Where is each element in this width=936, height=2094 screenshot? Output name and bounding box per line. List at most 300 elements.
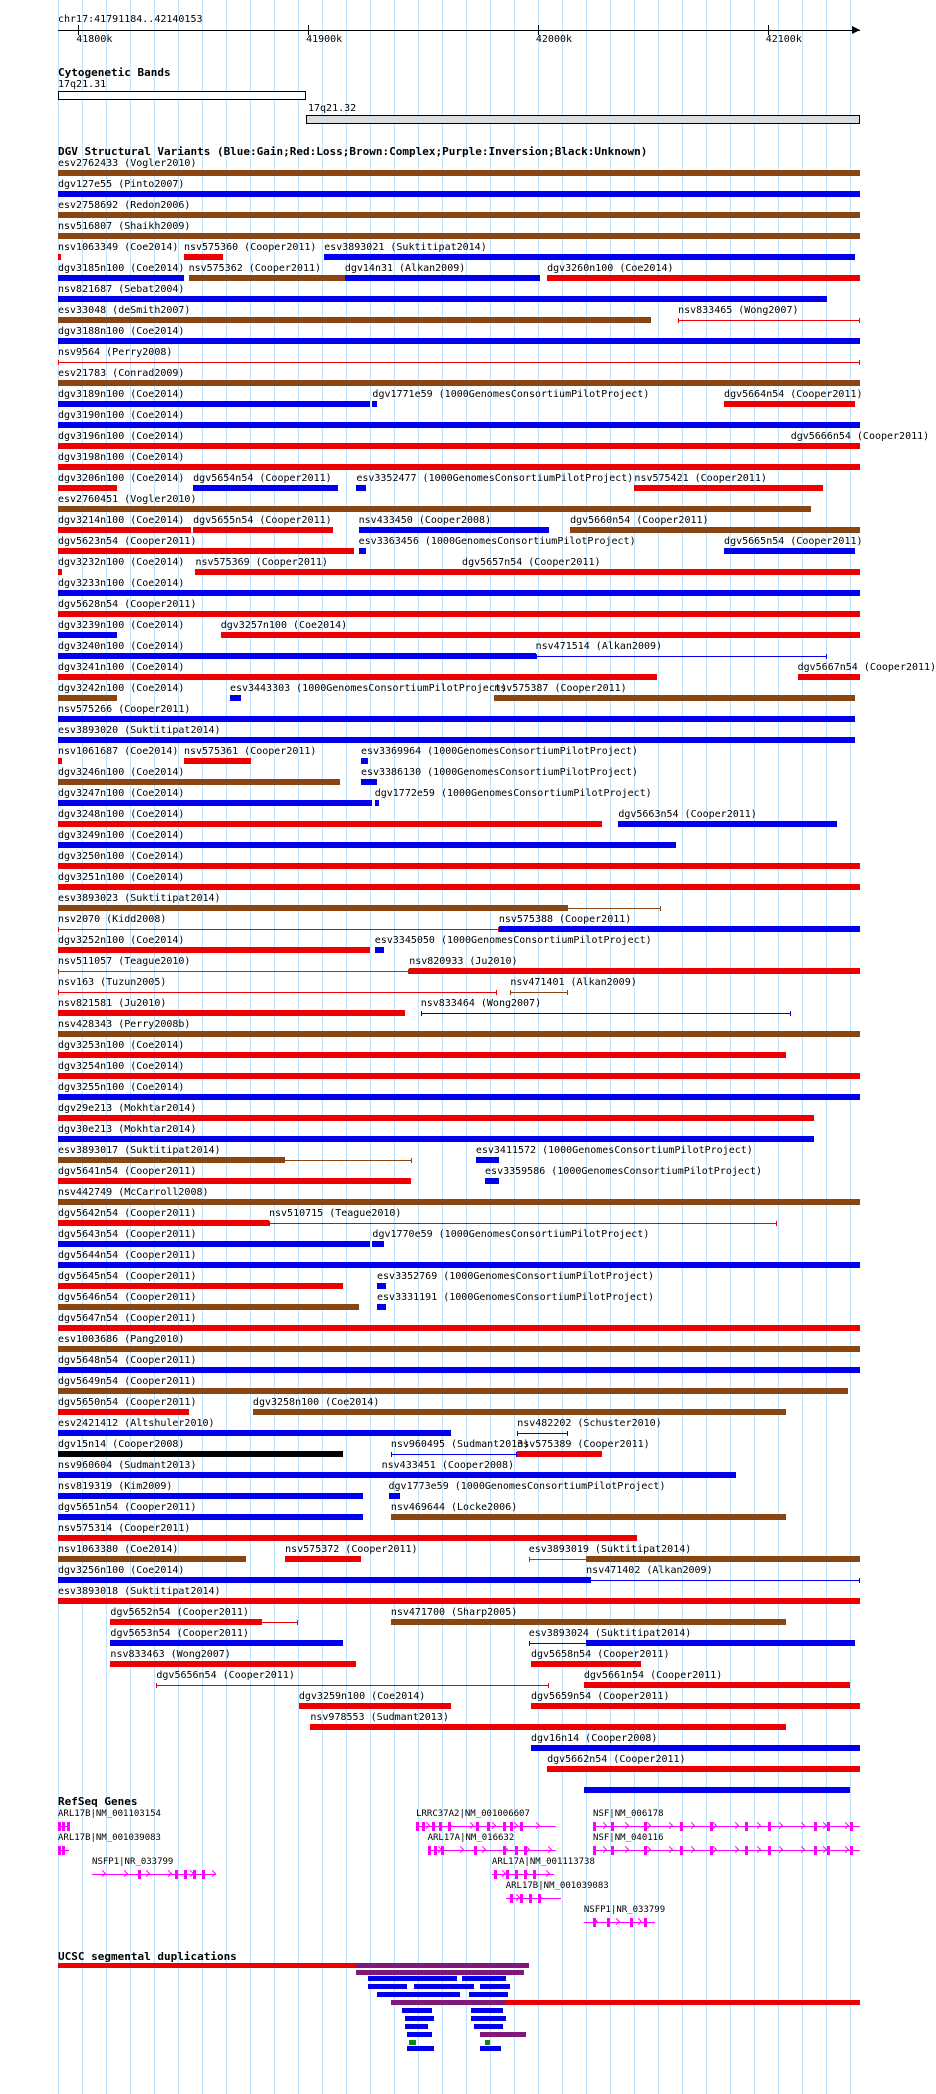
dgv-feature-label: nsv819319 (Kim2009) [58,1481,173,1492]
dgv-feature-bar[interactable] [58,1241,370,1247]
dgv-feature-tick [517,1431,518,1436]
dgv-feature-bar[interactable] [361,758,368,764]
dgv-feature-label: dgv5654n54 (Cooper2011) [193,473,332,484]
dgv-feature-label: esv3893017 (Suktitipat2014) [58,1145,221,1156]
segdup-bar[interactable] [474,2024,504,2029]
dgv-feature-label: nsv821581 (Ju2010) [58,998,167,1009]
dgv-feature-bar[interactable] [58,1325,860,1331]
dgv-feature-label: esv3893023 (Suktitipat2014) [58,893,221,904]
dgv-feature-bar[interactable] [531,1661,641,1667]
dgv-feature-bar[interactable] [58,1367,860,1373]
dgv-feature-bar[interactable] [570,527,860,533]
region-label: chr17:41791184..42140153 [58,14,203,25]
refseq-exon [441,1846,444,1855]
dgv-feature-label: esv33048 (deSmith2007) [58,305,191,316]
dgv-feature-line[interactable] [156,1685,549,1686]
dgv-feature-bar[interactable] [58,338,860,344]
dgv-feature-label: nsv575314 (Cooper2011) [58,1523,191,1534]
dgv-feature-tick [859,318,860,323]
refseq-exon [202,1870,205,1879]
dgv-feature-label: dgv3242n100 (Coe2014) [58,683,185,694]
dgv-feature-bar[interactable] [377,1283,386,1289]
grid-line [226,0,227,2094]
dgv-feature-bar[interactable] [531,1703,860,1709]
dgv-feature-bar[interactable] [58,1430,451,1436]
dgv-feature-label: dgv3240n100 (Coe2014) [58,641,185,652]
dgv-feature-bar[interactable] [184,758,251,764]
segdup-bar[interactable] [368,1976,458,1981]
dgv-feature-bar[interactable] [375,800,380,806]
dgv-feature-bar[interactable] [58,443,860,449]
dgv-feature-bar[interactable] [377,1304,386,1310]
dgv-feature-bar[interactable] [494,695,855,701]
dgv-feature-bar[interactable] [382,1472,736,1478]
dgv-feature-bar[interactable] [58,1178,411,1184]
refseq-exon [515,1846,518,1855]
dgv-feature-bar[interactable] [391,1514,786,1520]
dgv-feature-line[interactable] [421,1013,791,1014]
dgv-feature-bar[interactable] [58,485,117,491]
dgv-feature-line[interactable] [58,971,409,972]
dgv-feature-bar[interactable] [110,1619,262,1625]
strand-chevron-icon [688,1822,695,1829]
dgv-feature-label: dgv5647n54 (Cooper2011) [58,1313,197,1324]
dgv-feature-bar[interactable] [58,275,184,281]
dgv-feature-bar[interactable] [724,548,855,554]
dgv-feature-bar[interactable] [58,1451,343,1457]
dgv-feature-bar[interactable] [58,527,191,533]
dgv-feature-bar[interactable] [193,485,338,491]
dgv-feature-label: esv2421412 (Altshuler2010) [58,1418,215,1429]
refseq-exon [184,1870,187,1879]
dgv-feature-bar[interactable] [230,695,241,701]
ruler-axis [58,30,860,31]
dgv-feature-label: nsv575372 (Cooper2011) [285,1544,418,1555]
dgv-feature-line[interactable] [58,992,497,993]
refseq-exon [474,1846,477,1855]
cytoband-bar[interactable] [306,115,860,124]
dgv-feature-tick [548,1683,549,1688]
dgv-feature-bar[interactable] [58,674,657,680]
refseq-exon [510,1894,513,1903]
dgv-feature-label: dgv3214n100 (Coe2014) [58,515,185,526]
grid-line [250,0,251,2094]
segdup-bar[interactable] [471,2008,503,2013]
dgv-feature-bar[interactable] [58,1493,363,1499]
strand-chevron-icon [666,1822,673,1829]
dgv-feature-bar[interactable] [618,821,836,827]
dgv-feature-bar[interactable] [184,254,223,260]
refseq-exon [680,1846,683,1855]
dgv-feature-bar[interactable] [58,611,860,617]
dgv-feature-line [262,1622,296,1623]
dgv-feature-bar[interactable] [58,779,340,785]
dgv-feature-label: dgv5653n54 (Cooper2011) [110,1628,249,1639]
segdup-bar[interactable] [469,1992,508,1997]
dgv-feature-tick [678,318,679,323]
dgv-feature-bar[interactable] [58,632,117,638]
dgv-feature-bar[interactable] [58,737,855,743]
dgv-feature-bar[interactable] [58,905,568,911]
dgv-feature-bar[interactable] [58,1283,343,1289]
dgv-feature-label: dgv5658n54 (Cooper2011) [531,1649,670,1660]
dgv-feature-bar[interactable] [110,1661,356,1667]
dgv-feature-label: dgv3254n100 (Coe2014) [58,1061,185,1072]
dgv-feature-bar[interactable] [58,296,827,302]
dgv-feature-label: dgv5657n54 (Cooper2011) [462,557,601,568]
dgv-feature-label: dgv3206n100 (Coe2014) [58,473,185,484]
ruler-tick-label: 41800k [76,34,113,45]
grid-line [442,0,443,2094]
dgv-feature-bar[interactable] [58,1262,860,1268]
dgv-feature-label: nsv575389 (Cooper2011) [517,1439,650,1450]
grid-line [514,0,515,2094]
dgv-feature-bar[interactable] [375,947,384,953]
dgv-feature-label: dgv3256n100 (Coe2014) [58,1565,185,1576]
dgv-feature-tick [58,969,59,974]
dgv-feature-bar[interactable] [798,674,860,680]
dgv-feature-label: nsv1063349 (Coe2014) [58,242,179,253]
ruler-tick-label: 41900k [306,34,343,45]
dgv-feature-bar[interactable] [476,1157,499,1163]
dgv-feature-bar[interactable] [517,1451,602,1457]
dgv-feature-line[interactable] [536,656,828,657]
refseq-exon [745,1846,748,1855]
refseq-exon [814,1822,817,1831]
dgv-feature-label: dgv3241n100 (Coe2014) [58,662,185,673]
dgv-track-title: DGV Structural Variants (Blue:Gain;Red:Loss;Brown:Complex;Purple:Inversion;Black:Unknown) [58,145,648,158]
segdup-bar[interactable] [58,1963,356,1968]
refseq-gene-label: NSFP1|NR_033799 [583,1905,666,1915]
segdup-bar[interactable] [391,2000,508,2005]
dgv-feature-bar[interactable] [58,317,651,323]
dgv-feature-label: nsv575388 (Cooper2011) [498,914,632,925]
dgv-feature-bar[interactable] [58,590,860,596]
dgv-feature-bar[interactable] [58,1052,786,1058]
grid-line [322,0,323,2094]
dgv-feature-line[interactable] [517,1433,568,1434]
dgv-feature-tick [529,1641,530,1646]
dgv-feature-bar[interactable] [58,569,62,575]
dgv-feature-bar[interactable] [485,1178,499,1184]
dgv-feature-label: dgv5659n54 (Cooper2011) [531,1691,670,1702]
dgv-feature-label: nsv2070 (Kidd2008) [58,914,167,925]
grid-line [634,0,635,2094]
dgv-feature-bar[interactable] [58,1577,591,1583]
dgv-feature-label: dgv3189n100 (Coe2014) [58,389,185,400]
dgv-feature-line[interactable] [586,1580,860,1581]
dgv-feature-bar[interactable] [547,275,860,281]
dgv-feature-bar[interactable] [195,569,471,575]
refseq-gene-label: NSF|NM_040116 [593,1833,664,1843]
segdup-track-title: UCSC segmental duplications [58,1950,237,1963]
segdup-bar[interactable] [414,1984,474,1989]
dgv-feature-line[interactable] [510,992,567,993]
dgv-feature-label: dgv5664n54 (Cooper2011) [724,389,863,400]
dgv-feature-label: dgv5662n54 (Cooper2011) [547,1754,686,1765]
dgv-feature-label: dgv1772e59 (1000GenomesConsortiumPilotProject) [374,788,652,799]
dgv-feature-label: dgv3247n100 (Coe2014) [58,788,185,799]
dgv-feature-bar[interactable] [58,464,860,470]
dgv-feature-label: nsv442749 (McCarroll2008) [58,1187,209,1198]
segdup-bar[interactable] [405,2016,435,2021]
strand-chevron-icon [165,1870,172,1877]
dgv-feature-bar[interactable] [58,1388,848,1394]
refseq-gene-label: ARL17B|NM_001039083 [505,1881,609,1891]
dgv-feature-tick [536,654,537,659]
refseq-exon [67,1822,70,1831]
dgv-feature-label: dgv5641n54 (Cooper2011) [58,1166,197,1177]
strand-chevron-icon [842,1846,849,1853]
dgv-feature-bar[interactable] [58,863,860,869]
dgv-feature-bar[interactable] [58,1514,363,1520]
dgv-feature-label: nsv575361 (Cooper2011) [183,746,317,757]
segdup-bar[interactable] [407,2032,432,2037]
dgv-feature-bar[interactable] [58,947,370,953]
dgv-feature-bar[interactable] [361,779,377,785]
refseq-exon [515,1870,518,1879]
grid-line [418,0,419,2094]
dgv-feature-label: nsv471700 (Sharp2005) [390,1607,518,1618]
segdup-bar[interactable] [485,2040,490,2045]
dgv-feature-bar[interactable] [58,548,354,554]
grid-line [586,0,587,2094]
dgv-feature-label: nsv516807 (Shaikh2009) [58,221,191,232]
cytoband-label: 17q21.32 [308,103,357,114]
dgv-feature-bar[interactable] [58,1598,860,1604]
dgv-feature-bar[interactable] [58,1556,246,1562]
segdup-bar[interactable] [480,1984,510,1989]
dgv-feature-bar[interactable] [586,1640,855,1646]
dgv-feature-label: nsv575369 (Cooper2011) [195,557,328,568]
dgv-feature-label: nsv510715 (Teague2010) [269,1208,402,1219]
dgv-feature-bar[interactable] [58,254,61,260]
dgv-feature-label: nsv511057 (Teague2010) [58,956,191,967]
strand-chevron-icon [533,1822,540,1829]
dgv-feature-label: nsv833464 (Wong2007) [420,998,542,1009]
dgv-feature-line[interactable] [58,929,499,930]
dgv-feature-bar[interactable] [389,1493,400,1499]
dgv-feature-bar[interactable] [58,380,860,386]
refseq-gene-label: ARL17A|NM_001113738 [491,1857,595,1867]
dgv-feature-bar[interactable] [193,527,333,533]
segdup-bar[interactable] [480,2032,526,2037]
strand-chevron-icon [467,1822,474,1829]
dgv-feature-bar[interactable] [586,1556,860,1562]
dgv-feature-label: esv2758692 (Redon2006) [58,200,191,211]
dgv-feature-line [568,908,660,909]
dgv-feature-label: esv3352477 (1000GenomesConsortiumPilotProject) [356,473,634,484]
dgv-feature-label: dgv3233n100 (Coe2014) [58,578,185,589]
dgv-feature-bar[interactable] [58,233,860,239]
grid-line [802,0,803,2094]
strand-chevron-icon [666,1846,673,1853]
dgv-feature-line[interactable] [391,1454,517,1455]
dgv-feature-bar[interactable] [359,527,550,533]
dgv-feature-label: dgv5642n54 (Cooper2011) [58,1208,197,1219]
segdup-bar[interactable] [407,2046,435,2051]
dgv-feature-bar[interactable] [345,275,540,281]
dgv-feature-bar[interactable] [221,632,860,638]
dgv-feature-label: dgv3249n100 (Coe2014) [58,830,185,841]
dgv-feature-bar[interactable] [791,443,860,449]
segdup-bar[interactable] [356,1970,524,1975]
dgv-feature-bar[interactable] [58,821,602,827]
strand-chevron-icon [622,1846,629,1853]
dgv-feature-tick [567,1431,568,1436]
dgv-feature-label: esv3359586 (1000GenomesConsortiumPilotProject) [485,1166,762,1177]
segdup-bar[interactable] [462,1976,506,1981]
dgv-feature-label: dgv5665n54 (Cooper2011) [724,536,863,547]
dgv-feature-bar[interactable] [584,1682,851,1688]
dgv-feature-bar[interactable] [253,1409,786,1415]
segdup-bar[interactable] [506,2000,860,2005]
dgv-feature-label: nsv960604 (Sudmant2013) [58,1460,197,1471]
refseq-gene-line[interactable] [428,1850,557,1851]
dgv-feature-bar[interactable] [58,212,860,218]
dgv-feature-tick [391,1452,392,1457]
dgv-feature-label: dgv5652n54 (Cooper2011) [110,1607,249,1618]
grid-line [658,0,659,2094]
refseq-exon [611,1822,614,1831]
dgv-feature-bar[interactable] [310,1724,786,1730]
dgv-feature-label: nsv471402 (Alkan2009) [586,1565,713,1576]
dgv-feature-bar[interactable] [58,716,855,722]
refseq-exon [768,1846,771,1855]
refseq-exon [745,1822,748,1831]
dgv-feature-bar[interactable] [58,1199,860,1205]
dgv-feature-bar[interactable] [499,926,860,932]
segdup-bar[interactable] [402,2008,432,2013]
dgv-feature-bar[interactable] [299,1703,451,1709]
dgv-feature-label: nsv1061687 (Coe2014) [58,746,179,757]
strand-chevron-icon [622,1822,629,1829]
dgv-feature-label: dgv5663n54 (Cooper2011) [618,809,757,820]
dgv-feature-bar[interactable] [58,1157,285,1163]
dgv-feature-bar[interactable] [189,275,345,281]
dgv-feature-bar[interactable] [58,1409,189,1415]
segdup-bar[interactable] [480,2046,501,2051]
dgv-feature-label: esv3893020 (Suktitipat2014) [58,725,221,736]
dgv-feature-bar[interactable] [724,401,855,407]
dgv-feature-label: nsv833465 (Wong2007) [678,305,799,316]
dgv-feature-bar[interactable] [531,1745,860,1751]
dgv-feature-bar[interactable] [372,401,377,407]
dgv-feature-label: dgv3239n100 (Coe2014) [58,620,185,631]
dgv-feature-bar[interactable] [58,1304,359,1310]
dgv-feature-line[interactable] [269,1223,777,1224]
dgv-feature-bar[interactable] [58,506,811,512]
dgv-feature-bar[interactable] [58,1136,814,1142]
dgv-feature-label: dgv15n14 (Cooper2008) [58,1439,185,1450]
dgv-feature-tick [269,1221,270,1226]
refseq-exon [416,1822,419,1831]
dgv-feature-label: esv3893019 (Suktitipat2014) [528,1544,692,1555]
dgv-feature-label: esv3893018 (Suktitipat2014) [58,1586,221,1597]
dgv-feature-label: dgv5655n54 (Cooper2011) [193,515,332,526]
cytoband-label: 17q21.31 [58,79,107,90]
grid-line [538,0,539,2094]
strand-chevron-icon [635,1918,642,1925]
dgv-feature-bar[interactable] [584,1787,851,1793]
dgv-feature-bar[interactable] [58,1031,860,1037]
dgv-feature-label: nsv833463 (Wong2007) [110,1649,231,1660]
dgv-feature-bar[interactable] [58,1010,405,1016]
strand-chevron-icon [209,1870,216,1877]
dgv-feature-bar[interactable] [58,800,372,806]
dgv-feature-label: esv21783 (Conrad2009) [58,368,185,379]
segdup-bar[interactable] [368,1984,407,1989]
dgv-feature-bar[interactable] [285,1556,361,1562]
dgv-feature-tick [421,1011,422,1016]
strand-chevron-icon [754,1846,761,1853]
dgv-feature-bar[interactable] [58,1220,269,1226]
dgv-feature-bar[interactable] [58,401,370,407]
segdup-bar[interactable] [377,1992,460,1997]
dgv-feature-bar[interactable] [58,191,860,197]
dgv-feature-bar[interactable] [58,842,676,848]
dgv-feature-line [529,1643,586,1644]
refseq-gene-line[interactable] [92,1874,216,1875]
dgv-feature-bar[interactable] [409,968,860,974]
dgv-feature-bar[interactable] [58,695,117,701]
dgv-feature-bar[interactable] [58,758,62,764]
dgv-feature-label: nsv575387 (Cooper2011) [494,683,627,694]
dgv-feature-bar[interactable] [356,485,365,491]
dgv-feature-line[interactable] [58,362,860,363]
refseq-exon [439,1822,442,1831]
dgv-feature-label: esv3331191 (1000GenomesConsortiumPilotProject) [377,1292,654,1303]
segdup-bar[interactable] [409,2040,416,2045]
dgv-feature-bar[interactable] [58,1535,637,1541]
dgv-feature-bar[interactable] [324,254,855,260]
refseq-exon [506,1870,509,1879]
dgv-feature-bar[interactable] [58,1115,814,1121]
dgv-feature-bar[interactable] [58,1073,860,1079]
grid-line [370,0,371,2094]
refseq-exon [520,1822,523,1831]
refseq-exon [138,1870,141,1879]
dgv-feature-bar[interactable] [391,1619,786,1625]
dgv-feature-bar[interactable] [634,485,822,491]
dgv-feature-label: dgv16n14 (Cooper2008) [531,1733,658,1744]
segdup-bar[interactable] [471,2016,505,2021]
grid-line [394,0,395,2094]
refseq-exon [814,1846,817,1855]
dgv-feature-bar[interactable] [359,548,366,554]
dgv-feature-bar[interactable] [58,422,860,428]
dgv-feature-bar[interactable] [58,653,536,659]
segdup-bar[interactable] [405,2024,428,2029]
segdup-bar[interactable] [356,1963,528,1968]
dgv-feature-bar[interactable] [372,1241,383,1247]
dgv-feature-bar[interactable] [58,1346,860,1352]
dgv-feature-bar[interactable] [58,1094,860,1100]
refseq-exon [827,1822,830,1831]
dgv-feature-label: dgv3190n100 (Coe2014) [58,410,185,421]
cytoband-bar[interactable] [58,91,306,100]
dgv-feature-line[interactable] [678,320,860,321]
dgv-feature-bar[interactable] [547,1766,860,1772]
refseq-exon [494,1870,497,1879]
dgv-feature-bar[interactable] [58,884,860,890]
refseq-exon [62,1846,65,1855]
dgv-feature-bar[interactable] [462,569,860,575]
refseq-exon [529,1894,532,1903]
dgv-feature-label: dgv3185n100 (Coe2014) [58,263,185,274]
dgv-feature-bar[interactable] [58,170,860,176]
dgv-feature-bar[interactable] [110,1640,342,1646]
